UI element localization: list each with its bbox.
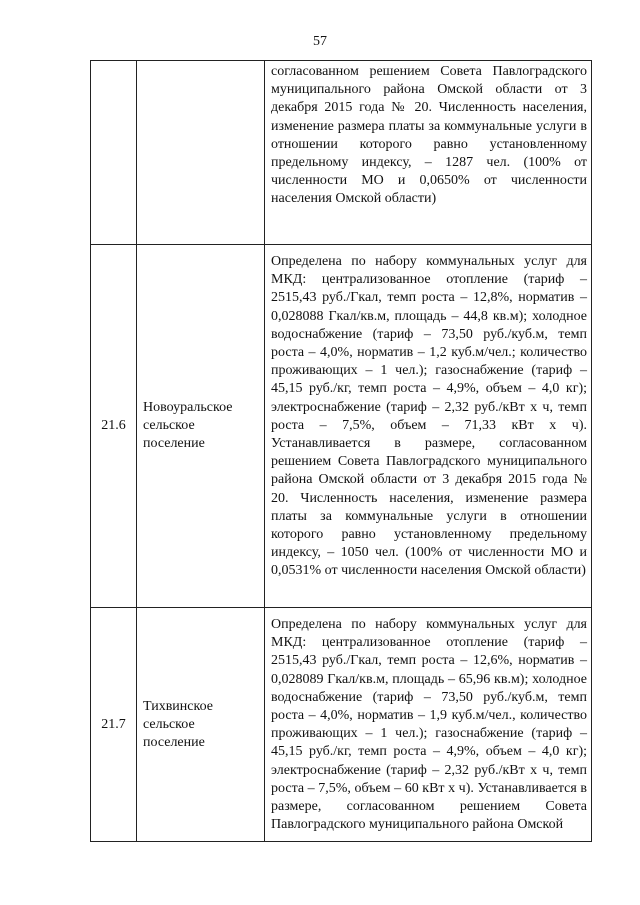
- document-table: [90, 60, 592, 842]
- settlement-name: Новоуральское сельское поселение: [137, 245, 265, 608]
- description-text: Определена по набору коммунальных услуг для МКД: централизованное отопление (тариф – 2515,43 руб./Гкал, темп роста – 12,6%, норматив – 0,028089 Гкал/кв.м, площадь – 65,96 кв.м); холодное водоснабжение (тариф – 73,50 руб./куб.м, темп роста – 4,0%, норматив – 1,9 куб.м/чел., количество проживающих – 1 чел.); газоснабжение (тариф – 45,15 руб./кг, темп роста – 4,9%, объем – 4,0 кг); электроснабжение (тариф – 2,32 руб./кВт х ч, темп роста – 7,5%, объем – 60 кВт х ч). Устанавливается в размере, согласованном решением Совета Павлоградского муниципального района Омской: [271, 617, 587, 833]
- table-row: [91, 608, 592, 842]
- table-row: [91, 61, 592, 245]
- settlement-name: Тихвинское сельское поселение: [137, 608, 265, 842]
- row-number: [91, 61, 137, 245]
- page-number: 57: [313, 34, 327, 49]
- description-text: Определена по набору коммунальных услуг для МКД: централизованное отопление (тариф – 2515,43 руб./Гкал, темп роста – 12,8%, норматив – 0,028088 Гкал/кв.м, площадь – 44,8 кв.м); холодное водоснабжение (тариф – 73,50 руб./куб.м, темп роста – 4,0%, норматив – 1,2 куб.м/чел.; количество проживающих – 1 чел.); газоснабжение (тариф – 45,15 руб./кг, темп роста – 4,9%, объем – 4,0 кг); электроснабжение (тариф – 2,32 руб./кВт х ч, темп роста – 7,5%, объем – 71,33 кВт х ч). Устанавливается в размере, согласованном решением Совета Павлоградского муниципального района Омской области от 3 декабря 2015 года № 20. Численность населения, изменение размера платы за коммунальные услуги в отношении которого равно установленному предельному индексу, – 1050 чел. (100% от численности МО и 0,0531% от численности населения Омской области): [271, 254, 587, 579]
- row-description: [265, 245, 592, 608]
- row-number: 21.6: [91, 245, 137, 608]
- description-text: согласованном решением Совета Павлоградского муниципального района Омской области от 3 декабря 2015 года № 20. Численность населения, изменение размера платы за коммунальные услуги в отношении которого равно установленному предельному индексу, – 1287 чел. (100% от численности МО и 0,0650% от численности населения Омской области): [271, 64, 587, 207]
- row-description: [265, 608, 592, 842]
- settlement-name: [137, 61, 265, 245]
- row-number: 21.7: [91, 608, 137, 842]
- table-row: [91, 245, 592, 608]
- row-description: [265, 61, 592, 245]
